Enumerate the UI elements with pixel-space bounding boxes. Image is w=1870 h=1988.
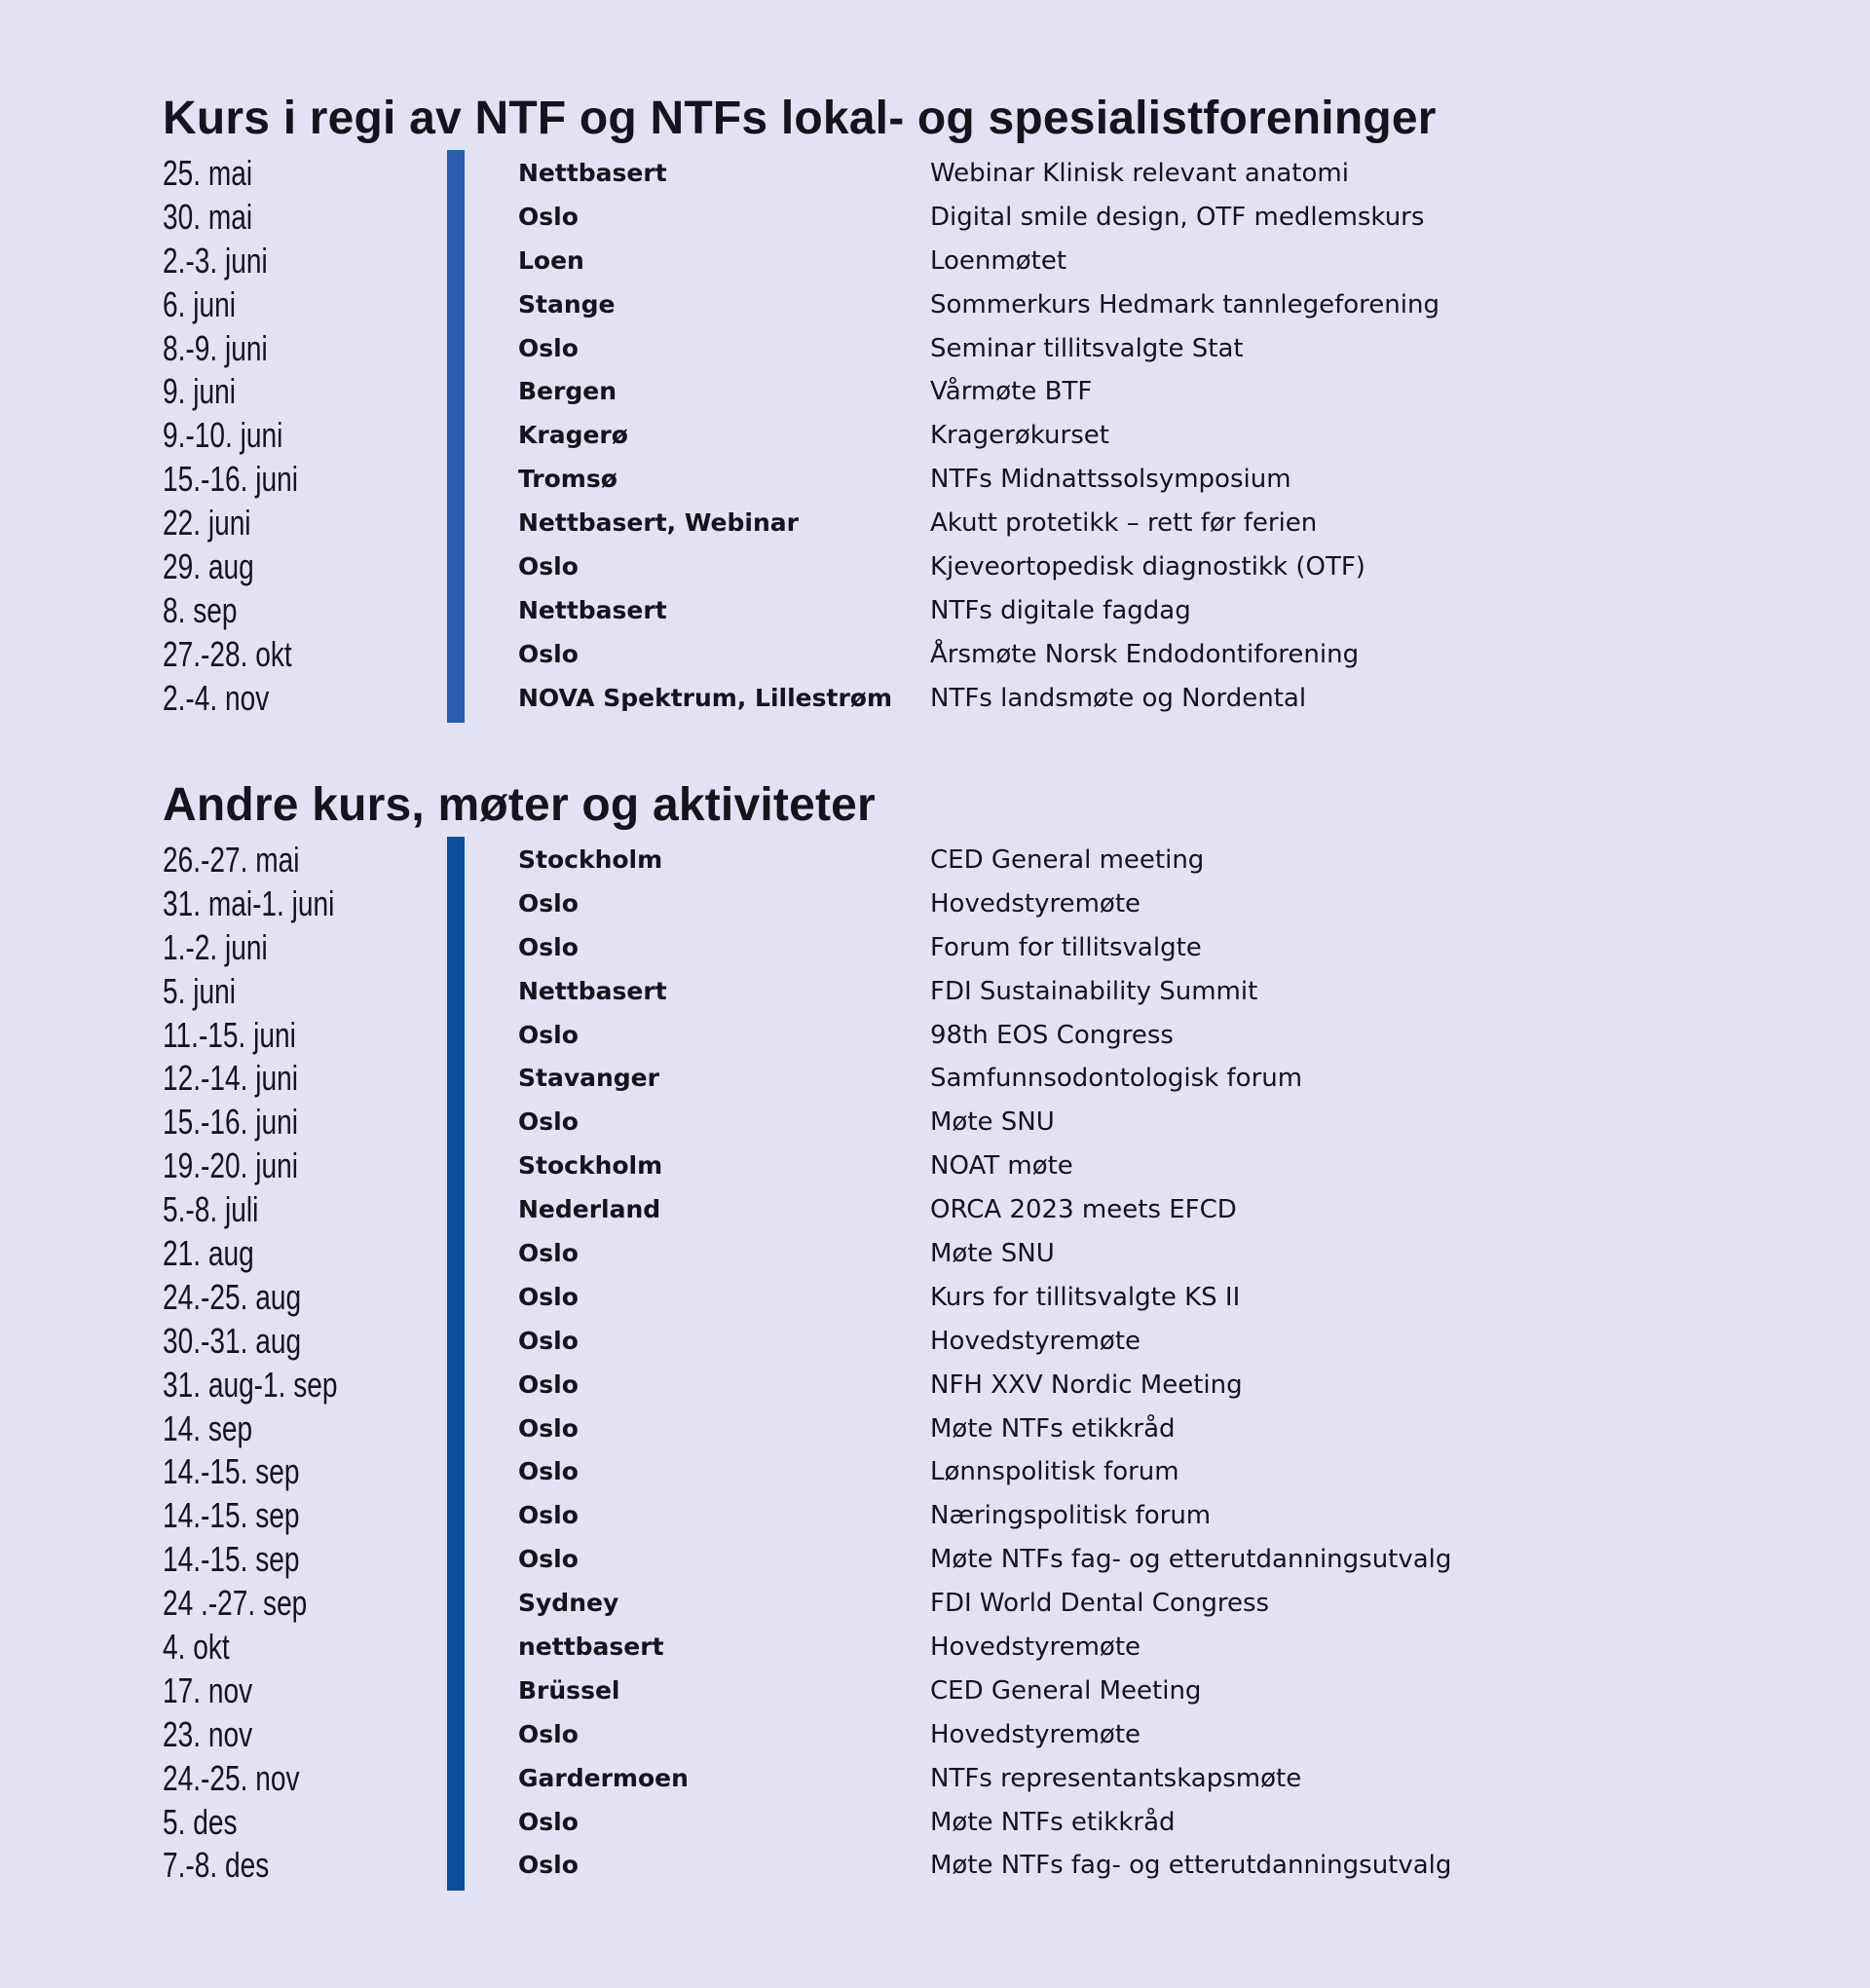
place-cell: Oslo — [518, 552, 579, 581]
date-cell: 5. juni — [163, 970, 236, 1011]
date-cell: 8.-9. juni — [163, 327, 268, 368]
event-cell: Webinar Klinisk relevant anatomi — [930, 159, 1349, 188]
date-cell: 24 .-27. sep — [163, 1583, 308, 1624]
date-cell: 14.-15. sep — [163, 1451, 300, 1492]
date-cell: 22. juni — [163, 503, 251, 544]
event-cell: Digital smile design, OTF medlemskurs — [930, 202, 1425, 232]
date-cell: 17. nov — [163, 1669, 253, 1710]
schedule-row — [163, 325, 1818, 369]
event-cell: Årsmøte Norsk Endodontiforening — [930, 639, 1360, 669]
schedule-row — [163, 238, 1818, 281]
schedule-row — [163, 1624, 1818, 1668]
event-cell: Kjeveortopedisk diagnostikk (OTF) — [930, 552, 1365, 582]
date-cell: 6. juni — [163, 283, 236, 324]
schedule-row — [163, 456, 1818, 500]
event-cell: Kurs for tillitsvalgte KS II — [930, 1282, 1241, 1312]
date-cell: 4. okt — [163, 1627, 230, 1668]
event-cell: CED General Meeting — [930, 1675, 1202, 1706]
event-cell: FDI Sustainability Summit — [930, 976, 1258, 1006]
event-cell: Lønnspolitisk forum — [930, 1457, 1179, 1487]
place-cell: Oslo — [518, 932, 579, 961]
place-cell: Oslo — [518, 1326, 579, 1355]
place-cell: Stange — [518, 289, 616, 319]
event-cell: NTFs representantskapsmøte — [930, 1763, 1302, 1793]
date-cell: 15.-16. juni — [163, 459, 298, 500]
schedule-row — [163, 1012, 1818, 1056]
event-cell: NTFs landsmøte og Nordental — [930, 683, 1307, 713]
place-cell: NOVA Spektrum, Lillestrøm — [518, 683, 892, 712]
schedule-row — [163, 1536, 1818, 1580]
event-cell: Seminar tillitsvalgte Stat — [930, 333, 1244, 363]
event-cell: Møte NTFs fag- og etterutdanningsutvalg — [930, 1851, 1452, 1881]
date-cell: 31. mai-1. juni — [163, 882, 335, 923]
section-ntf-courses — [163, 91, 1818, 719]
schedule-row — [163, 675, 1818, 719]
schedule-row — [163, 924, 1818, 968]
schedule-row — [163, 968, 1818, 1012]
place-cell: Oslo — [518, 333, 579, 362]
schedule-row — [163, 1186, 1818, 1230]
place-cell: Bergen — [518, 377, 617, 406]
date-cell: 23. nov — [163, 1713, 253, 1754]
schedule-row — [163, 281, 1818, 325]
schedule-row — [163, 1055, 1818, 1099]
date-cell: 14.-15. sep — [163, 1539, 300, 1580]
date-cell: 5. des — [163, 1801, 238, 1842]
schedule-row — [163, 544, 1818, 587]
event-cell: Vårmøte BTF — [930, 377, 1093, 407]
section-title: Andre kurs, møter og aktiviteter — [163, 779, 876, 831]
place-cell: Nettbasert — [518, 976, 667, 1005]
event-cell: Forum for tillitsvalgte — [930, 932, 1202, 962]
place-cell: Oslo — [518, 888, 579, 918]
event-cell: Hovedstyremøte — [930, 888, 1141, 919]
event-cell: NTFs digitale fagdag — [930, 595, 1191, 625]
event-cell: FDI World Dental Congress — [930, 1589, 1270, 1619]
date-cell: 25. mai — [163, 153, 253, 193]
place-cell: Brüssel — [518, 1675, 620, 1705]
place-cell: Oslo — [518, 1239, 579, 1268]
date-cell: 27.-28. okt — [163, 633, 292, 674]
date-cell: 14. sep — [163, 1407, 253, 1448]
place-cell: Nederland — [518, 1195, 661, 1224]
event-cell: Hovedstyremøte — [930, 1719, 1141, 1749]
place-cell: Oslo — [518, 639, 579, 668]
date-cell: 5.-8. juli — [163, 1189, 259, 1230]
place-cell: Loen — [518, 245, 584, 275]
schedule-row — [163, 500, 1818, 544]
schedule-row — [163, 587, 1818, 631]
schedule-row — [163, 368, 1818, 412]
event-cell: NFH XXV Nordic Meeting — [930, 1369, 1243, 1400]
event-cell: Hovedstyremøte — [930, 1632, 1141, 1663]
event-cell: CED General meeting — [930, 845, 1205, 875]
place-cell: Oslo — [518, 202, 579, 231]
place-cell: Kragerø — [518, 421, 628, 450]
event-cell: NTFs Midnattssolsymposium — [930, 465, 1291, 495]
event-cell: Loenmøtet — [930, 245, 1067, 276]
date-cell: 29. aug — [163, 546, 254, 587]
event-cell: Møte NTFs etikkråd — [930, 1807, 1176, 1837]
place-cell: Nettbasert — [518, 159, 667, 187]
place-cell: Gardermoen — [518, 1763, 689, 1792]
schedule-row — [163, 1492, 1818, 1536]
place-cell: Oslo — [518, 1369, 579, 1399]
place-cell: Oslo — [518, 1020, 579, 1049]
place-cell: Oslo — [518, 1545, 579, 1574]
date-cell: 8. sep — [163, 589, 238, 630]
place-cell: Oslo — [518, 1413, 579, 1443]
place-cell: Nettbasert, Webinar — [518, 508, 799, 538]
date-cell: 30. mai — [163, 196, 253, 237]
date-cell: 14.-15. sep — [163, 1495, 300, 1536]
schedule-row — [163, 881, 1818, 924]
event-cell: Kragerøkurset — [930, 421, 1109, 451]
schedule-row — [163, 1274, 1818, 1318]
schedule-row — [163, 1230, 1818, 1274]
place-cell: Oslo — [518, 1807, 579, 1836]
schedule-table — [163, 150, 1818, 719]
schedule-row — [163, 1448, 1818, 1492]
place-cell: Stockholm — [518, 1151, 663, 1181]
date-cell: 9. juni — [163, 371, 236, 412]
schedule-row — [163, 1842, 1818, 1886]
date-cell: 26.-27. mai — [163, 840, 300, 880]
schedule-row — [163, 837, 1818, 881]
place-cell: Stockholm — [518, 845, 663, 874]
place-cell: Oslo — [518, 1501, 579, 1530]
place-cell: nettbasert — [518, 1632, 664, 1662]
place-cell: Tromsø — [518, 465, 617, 494]
event-cell: Næringspolitisk forum — [930, 1501, 1212, 1531]
event-cell: Møte SNU — [930, 1107, 1055, 1138]
event-cell: Hovedstyremøte — [930, 1326, 1141, 1356]
date-cell: 21. aug — [163, 1233, 254, 1274]
place-cell: Stavanger — [518, 1064, 659, 1093]
place-cell: Oslo — [518, 1457, 579, 1486]
date-cell: 30.-31. aug — [163, 1320, 302, 1361]
date-cell: 12.-14. juni — [163, 1058, 298, 1099]
schedule-row — [163, 1318, 1818, 1362]
schedule-row — [163, 1362, 1818, 1406]
place-cell: Oslo — [518, 1851, 579, 1880]
schedule-row — [163, 1143, 1818, 1186]
date-cell: 11.-15. juni — [163, 1014, 296, 1055]
event-cell: NOAT møte — [930, 1151, 1073, 1182]
place-cell: Sydney — [518, 1589, 619, 1618]
schedule-row — [163, 150, 1818, 194]
place-cell: Oslo — [518, 1719, 579, 1748]
schedule-row — [163, 1668, 1818, 1711]
date-cell: 24.-25. aug — [163, 1276, 302, 1317]
event-cell: Akutt protetikk – rett før ferien — [930, 508, 1318, 539]
event-cell: 98th EOS Congress — [930, 1020, 1174, 1050]
date-cell: 1.-2. juni — [163, 926, 268, 967]
schedule-row — [163, 631, 1818, 675]
place-cell: Oslo — [518, 1107, 579, 1137]
event-cell: Sommerkurs Hedmark tannlegeforening — [930, 289, 1440, 319]
section-other-meetings — [163, 777, 1818, 1886]
date-cell: 24.-25. nov — [163, 1757, 300, 1798]
date-cell: 7.-8. des — [163, 1845, 270, 1886]
schedule-row — [163, 1799, 1818, 1843]
date-cell: 9.-10. juni — [163, 415, 283, 456]
section-title: Kurs i regi av NTF og NTFs lokal- og spesialistforeninger — [163, 93, 1437, 144]
schedule-table — [163, 837, 1818, 1886]
date-cell: 15.-16. juni — [163, 1102, 298, 1143]
event-cell: Samfunnsodontologisk forum — [930, 1064, 1303, 1094]
schedule-row — [163, 1711, 1818, 1755]
schedule-row — [163, 194, 1818, 238]
place-cell: Oslo — [518, 1282, 579, 1311]
event-cell: Møte SNU — [930, 1239, 1055, 1269]
date-cell: 2.-3. juni — [163, 240, 268, 281]
event-cell: Møte NTFs etikkråd — [930, 1413, 1176, 1444]
date-cell: 2.-4. nov — [163, 677, 270, 718]
schedule-row — [163, 1755, 1818, 1799]
event-cell: ORCA 2023 meets EFCD — [930, 1195, 1237, 1225]
schedule-row — [163, 1406, 1818, 1449]
schedule-row — [163, 1580, 1818, 1624]
schedule-row — [163, 1099, 1818, 1143]
event-cell: Møte NTFs fag- og etterutdanningsutvalg — [930, 1545, 1452, 1575]
place-cell: Nettbasert — [518, 595, 667, 624]
schedule-row — [163, 412, 1818, 456]
date-cell: 31. aug-1. sep — [163, 1364, 338, 1405]
date-cell: 19.-20. juni — [163, 1145, 298, 1186]
